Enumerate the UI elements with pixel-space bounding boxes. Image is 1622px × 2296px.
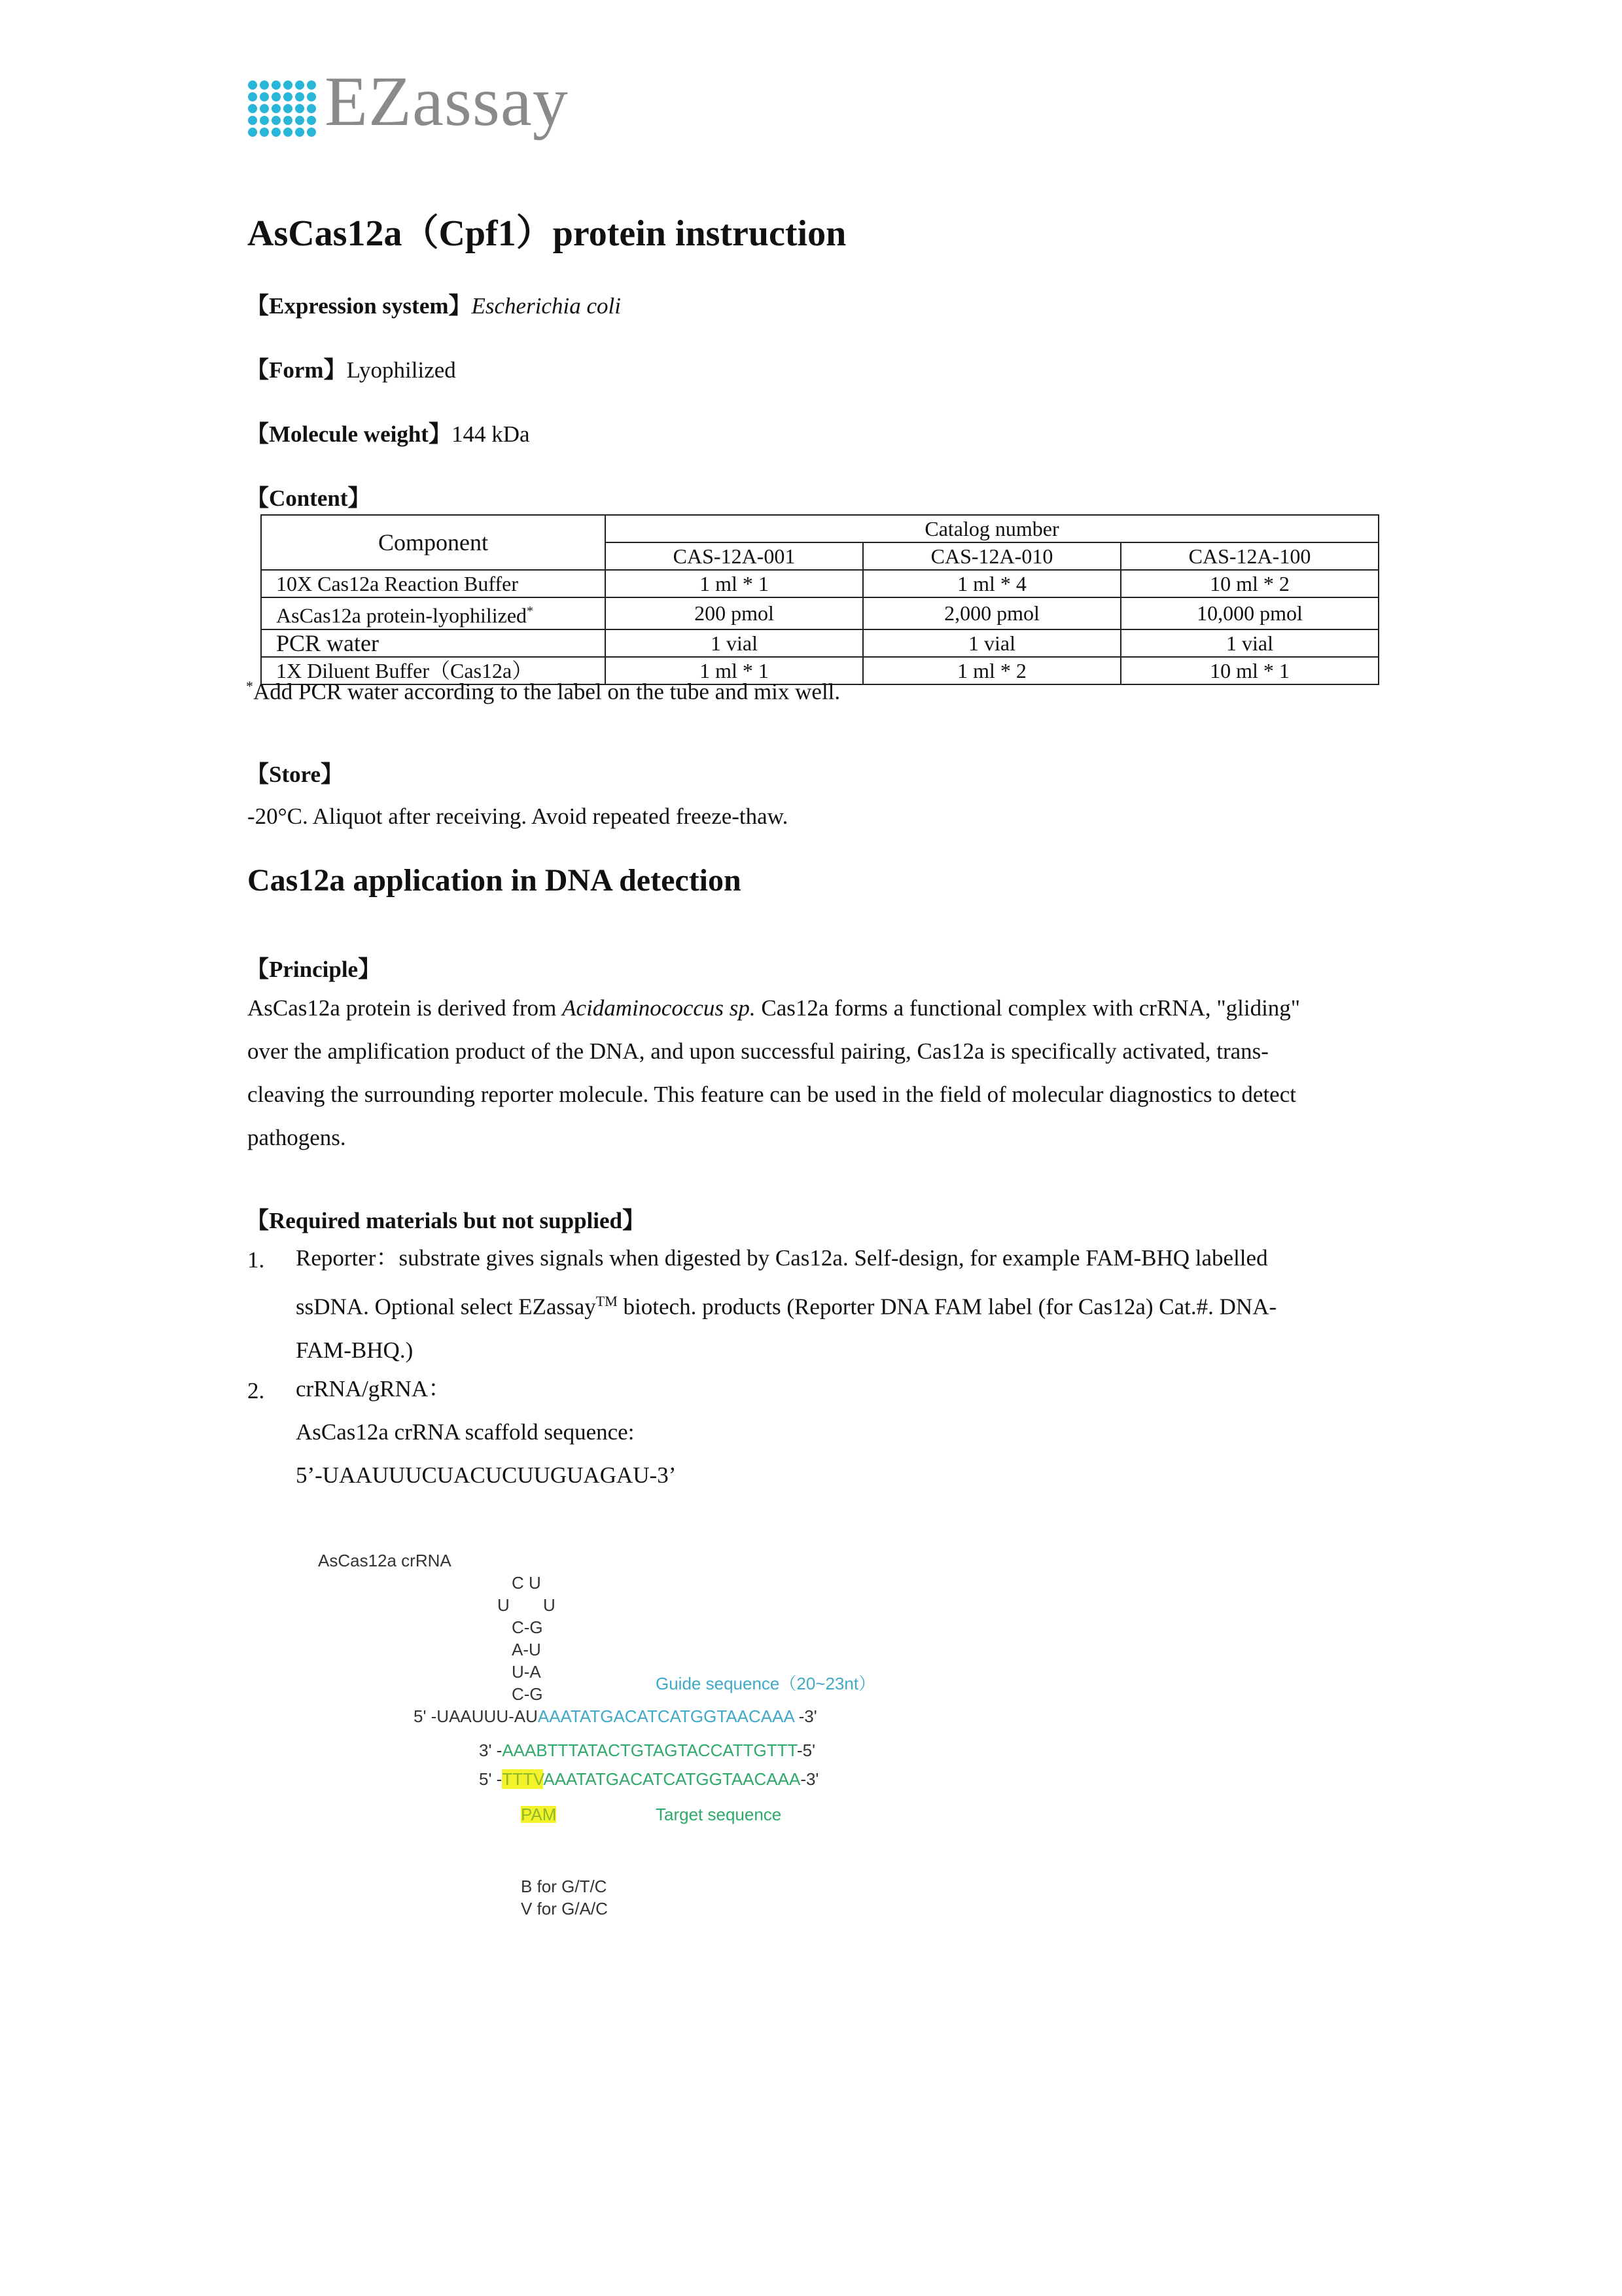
guide-label: Guide sequence（20~23nt） [656, 1674, 876, 1693]
list-item-number: 1. [247, 1247, 265, 1273]
stem-pair: C-G [512, 1684, 543, 1704]
catalog-col-3: CAS-12A-100 [1121, 542, 1379, 570]
species-name: Acidaminococcus sp. [562, 995, 756, 1021]
row-value: 200 pmol [605, 597, 863, 629]
principle-line: over the amplification product of the DNA, and upon successful pairing, Cas12a is specifically activated, trans- [247, 1038, 1269, 1064]
row-name: 1X Diluent Buffer（Cas12a） [261, 657, 605, 684]
stem-pair: C-G [512, 1617, 543, 1637]
catalog-col-1: CAS-12A-001 [605, 542, 863, 570]
row-name: AsCas12a protein-lyophilized* [261, 597, 605, 629]
row-name: PCR water [261, 629, 605, 657]
footnote-mark: * [246, 678, 253, 694]
row-value: 2,000 pmol [863, 597, 1121, 629]
weight-value: 144 kDa [451, 421, 530, 447]
logo-text: EZassay [325, 63, 569, 141]
guide-sequence: AAATATGACATCATGGTAACAAA [537, 1706, 794, 1726]
row-value: 1 ml * 1 [605, 657, 863, 684]
stem-pair: U-A [512, 1662, 541, 1682]
legend-note: B for G/T/C [521, 1877, 607, 1896]
table-header-row [261, 515, 1379, 542]
row-value: 10,000 pmol [1121, 597, 1379, 629]
stem-pair: A-U [512, 1640, 541, 1659]
pam-sequence: TTTV [502, 1769, 544, 1789]
table-row [261, 570, 1379, 597]
table-footnote: *Add PCR water according to the label on the tube and mix well. [246, 678, 841, 705]
row-value: 1 ml * 2 [863, 657, 1121, 684]
store-label: 【Store】 [246, 762, 344, 787]
row-value: 1 ml * 4 [863, 570, 1121, 597]
expression-label: 【Expression system】 [246, 293, 472, 319]
content-label: 【Content】 [246, 486, 371, 511]
diagram-caption: AsCas12a crRNA [318, 1551, 451, 1570]
list-item: Reporter：substrate gives signals when digested by Cas12a. Self-design, for example FAM-BHQ labelled ssDNA. Optional select EZassay™ biotech. products (Reporter DNA FAM label (for Cas12a) Cat.#. DNA- FAM-BHQ.) [296, 1245, 1277, 1363]
principle-line: pathogens. [247, 1125, 346, 1150]
table-row [261, 629, 1379, 657]
row-value: 1 vial [605, 629, 863, 657]
materials-label: 【Required materials but not supplied】 [246, 1208, 645, 1233]
nontarget-sequence: AAATATGACATCATGGTAACAAA [543, 1769, 801, 1789]
principle-label: 【Principle】 [246, 957, 381, 982]
page-title: AsCas12a（Cpf1）protein instruction [247, 213, 847, 254]
catalog-header: Catalog number [605, 515, 1379, 542]
row-value: 10 ml * 2 [1121, 570, 1379, 597]
legend-note: V for G/A/C [521, 1899, 608, 1918]
expression-value: Escherichia coli [471, 293, 621, 319]
loop-top: C U [512, 1573, 541, 1593]
row-value: 1 vial [1121, 629, 1379, 657]
logo-dots-icon [247, 80, 318, 139]
component-header: Component [261, 515, 605, 570]
form-label: 【Form】 [246, 357, 347, 383]
list-item-number: 2. [247, 1378, 265, 1404]
weight-field [246, 416, 530, 449]
row-value: 1 ml * 1 [605, 570, 863, 597]
row-value: 10 ml * 1 [1121, 657, 1379, 684]
row-value: 1 vial [863, 629, 1121, 657]
catalog-col-2: CAS-12A-010 [863, 542, 1121, 570]
crrna-sequence: 5' -UAAUUU-AUAAATATGACATCATGGTAACAAA -3' [414, 1706, 817, 1726]
principle-line: cleaving the surrounding reporter molecule. This feature can be used in the field of molecular diagnostics to detect [247, 1082, 1296, 1107]
pam-label: PAM [521, 1805, 557, 1824]
section-title: Cas12a application in DNA detection [247, 863, 741, 898]
row-name: 10X Cas12a Reaction Buffer [261, 570, 605, 597]
loop-u-right: U [543, 1595, 555, 1615]
expression-system [246, 288, 621, 321]
content-table [260, 514, 1379, 685]
target-strand: 3' -AAABTTTATACTGTAGTACCATTGTTT-5' [479, 1740, 816, 1760]
principle-text [247, 987, 1392, 1159]
principle-line: AsCas12a protein is derived from Acidaminococcus sp. Cas12a forms a functional complex with crRNA, "gliding" [247, 995, 1301, 1021]
scaffold-sequence: 5’-UAAUUUCUACUCUUGUAGAU-3’ [296, 1462, 677, 1488]
weight-label: 【Molecule weight】 [246, 421, 451, 447]
target-strand-sequence: AAABTTTATACTGTAGTACCATTGTTT [502, 1740, 797, 1760]
table-row [261, 597, 1379, 629]
form-value: Lyophilized [346, 357, 456, 383]
nontarget-strand: 5' -TTTVAAATATGACATCATGGTAACAAA-3' [479, 1769, 819, 1789]
form-field [246, 352, 456, 385]
row-name-sup: * [527, 604, 534, 618]
target-label: Target sequence [656, 1805, 782, 1824]
list-item: crRNA/gRNA： AsCas12a crRNA scaffold sequence: 5’-UAAUUUCUACUCUUGUAGAU-3’ [296, 1368, 1395, 1497]
store-text: -20°C. Aliquot after receiving. Avoid repeated freeze-thaw. [247, 804, 788, 829]
trademark-sup: TM [595, 1293, 618, 1309]
loop-u-left: U [497, 1595, 510, 1615]
